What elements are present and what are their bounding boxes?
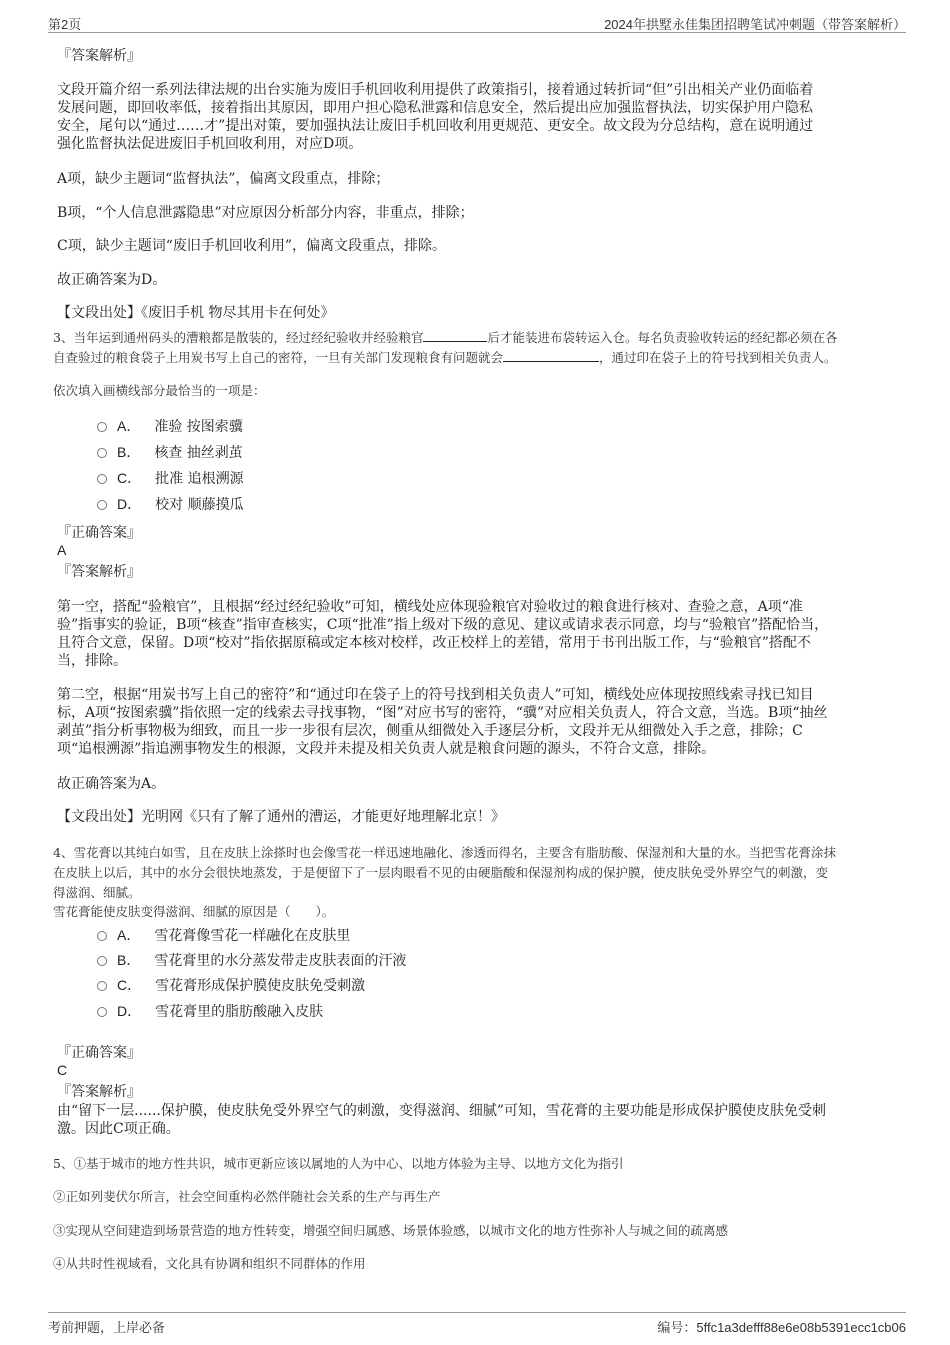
answer-blank [423, 329, 487, 342]
radio-icon[interactable] [97, 1007, 107, 1017]
document-title: 2024年拱墅永佳集团招聘笔试冲刺题（带答案解析） [604, 17, 906, 32]
text-line: 且符合文意，保留。D项“校对”指依据原稿或定本核对校样，改正校样上的差错，常用于书刊出版工作，与“验粮官”搭配不 [57, 635, 811, 651]
q2-analysis-paragraph [57, 81, 904, 153]
page-number: 第2页 [48, 17, 82, 32]
q3-analysis-paragraph-2 [57, 686, 904, 758]
text-line: 当，排除。 [57, 653, 127, 669]
text-line: 剥茧”指分析事物极为细致，而且一步一步很有层次，侧重从细微处入手逐层分析，文段并无从细微处入手之意，排除；C [57, 723, 803, 739]
q4-correct-label: 『正确答案』 [57, 1045, 141, 1061]
text-line: 4、雪花膏以其纯白如雪，且在皮肤上涂搽时也会像雪花一样迅速地融化、渗透而得名，主要含有脂肪酸、保湿剂和大量的水。当把雪花膏涂抹 [53, 845, 836, 860]
radio-icon[interactable] [97, 500, 107, 510]
q3-analysis-paragraph-1 [57, 598, 904, 670]
q3-correct-answer: A [57, 542, 67, 558]
answer-blank [503, 349, 599, 362]
radio-icon[interactable] [97, 931, 107, 941]
q4-option-b[interactable]: B． 雪花膏里的水分蒸发带走皮肤表面的汗液 [97, 950, 406, 971]
q4-prompt: 雪花膏能使皮肤变得滋润、细腻的原因是（ ）。 [53, 904, 335, 919]
q3-option-d[interactable]: D． 校对 顺藤摸瓜 [97, 494, 244, 515]
q2-option-c-analysis: C项，缺少主题词“废旧手机回收利用”，偏离文段重点，排除。 [57, 238, 447, 254]
q2-conclusion: 故正确答案为D。 [57, 272, 167, 288]
text-line: 验”指事实的验证，B项“核查”指审查核实，C项“批准”指上级对下级的意见、建议或请求表示同意，均与“验粮官”搭配恰当， [57, 617, 829, 633]
text-line: 3、当年运到通州码头的漕粮都是散装的，经过经纪验收并经验粮官 后才能装进布袋转运入仓。每名负责验收转运的经纪都必须在各 [53, 330, 838, 345]
q4-stem [53, 843, 904, 903]
text-line: 第一空，搭配“验粮官”，且根据“经过经纪验收”可知，横线处应体现验粮官对验收过的粮食进行核对、查验之意，A项“准 [57, 599, 803, 615]
q3-correct-label: 『正确答案』 [57, 525, 141, 541]
radio-icon[interactable] [97, 981, 107, 991]
q3-option-c[interactable]: C． 批准 追根溯源 [97, 468, 244, 489]
page-footer [48, 1312, 906, 1335]
q5-item-4: ④从共时性视域看，文化具有协调和组织不同群体的作用 [53, 1256, 366, 1271]
q5-item-2: ②正如列斐伏尔所言，社会空间重构必然伴随社会关系的生产与再生产 [53, 1189, 441, 1204]
q2-option-b-analysis: B项，“个人信息泄露隐患”对应原因分析部分内容，非重点，排除； [57, 205, 474, 221]
document-id: 编号：5ffc1a3defff88e6e08b5391ecc1cb06 [657, 1320, 906, 1335]
q4-analysis-paragraph [57, 1102, 904, 1138]
q3-stem [53, 328, 904, 368]
text-line: 由“留下一层......保护膜，使皮肤免受外界空气的刺激，变得滋润、细腻”可知，雪花膏的主要功能是形成保护膜使皮肤免受刺 [57, 1103, 827, 1119]
text-line: 安全，尾句以“通过……才”提出对策，要加强执法让废旧手机回收利用更规范、更安全。故文段为分总结构，意在说明通过 [57, 118, 814, 134]
q5-item-1: 5、①基于城市的地方性共识，城市更新应该以属地的人为中心、以地方体验为主导、以地方文化为指引 [53, 1156, 624, 1171]
text-line: 文段开篇介绍一系列法律法规的出台实施为废旧手机回收利用提供了政策指引，接着通过转折词“但”引出相关产业仍面临着 [57, 82, 814, 98]
q3-option-a[interactable]: A． 准验 按图索骥 [97, 416, 243, 437]
text-line: 强化监督执法促进废旧手机回收利用，对应D项。 [57, 136, 363, 152]
text-line: 第二空，根据“用炭书写上自己的密符”和“通过印在袋子上的符号找到相关负责人”可知，横线处应体现按照线索寻找已知目 [57, 687, 814, 703]
text-line: 自查验过的粮食袋子上用炭书写上自己的密符，一旦有关部门发现粮食有问题就会 ，通过印在袋子上的符号找到相关负责人。 [53, 350, 837, 365]
q3-conclusion: 故正确答案为A。 [57, 776, 166, 792]
q3-analysis-label: 『答案解析』 [57, 564, 141, 580]
text-line: 发展问题，即回收率低，接着指出其原因，即用户担心隐私泄露和信息安全，然后提出应加强监督执法，切实保护用户隐私 [57, 100, 813, 116]
radio-icon[interactable] [97, 422, 107, 432]
text-line: 在皮肤上以后，其中的水分会很快地蒸发，于是便留下了一层肉眼看不见的由硬脂酸和保湿剂构成的保护膜，使皮肤免受外界空气的刺激，变 [53, 865, 829, 880]
q3-source: 【文段出处】光明网《只有了解了通州的漕运，才能更好地理解北京！》 [57, 809, 505, 825]
q4-option-a[interactable]: A． 雪花膏像雪花一样融化在皮肤里 [97, 925, 350, 946]
q4-option-c[interactable]: C． 雪花膏形成保护膜使皮肤免受刺激 [97, 975, 365, 996]
q2-source: 【文段出处】《废旧手机 物尽其用卡在何处》 [57, 305, 335, 321]
text-line: 得滋润、细腻。 [53, 885, 141, 900]
q4-analysis-label: 『答案解析』 [57, 1084, 141, 1100]
page-header [48, 10, 906, 33]
text-line: 标，A项“按图索骥”指依照一定的线索去寻找事物，“图”对应书写的密符，“骥”对应相关负责人，符合文意，当选。B项“抽丝 [57, 705, 828, 721]
q4-option-d[interactable]: D． 雪花膏里的脂肪酸融入皮肤 [97, 1001, 323, 1022]
q2-option-a-analysis: A项，缺少主题词“监督执法”，偏离文段重点，排除； [57, 171, 390, 187]
footer-slogan: 考前押题，上岸必备 [48, 1320, 166, 1335]
radio-icon[interactable] [97, 474, 107, 484]
q3-prompt: 依次填入画横线部分最恰当的一项是： [53, 383, 266, 398]
q2-analysis-label: 『答案解析』 [57, 48, 141, 64]
q4-correct-answer: C [57, 1062, 68, 1078]
q5-item-3: ③实现从空间建造到场景营造的地方性转变，增强空间归属感、场景体验感，以城市文化的地方性弥补人与城之间的疏离感 [53, 1223, 729, 1238]
radio-icon[interactable] [97, 448, 107, 458]
radio-icon[interactable] [97, 956, 107, 966]
q3-option-b[interactable]: B． 核查 抽丝剥茧 [97, 442, 243, 463]
text-line: 激。因此C项正确。 [57, 1121, 180, 1137]
text-line: 项“追根溯源”指追溯事物发生的根源，文段并未提及相关负责人就是粮食问题的源头，不符合文意，排除。 [57, 741, 716, 757]
